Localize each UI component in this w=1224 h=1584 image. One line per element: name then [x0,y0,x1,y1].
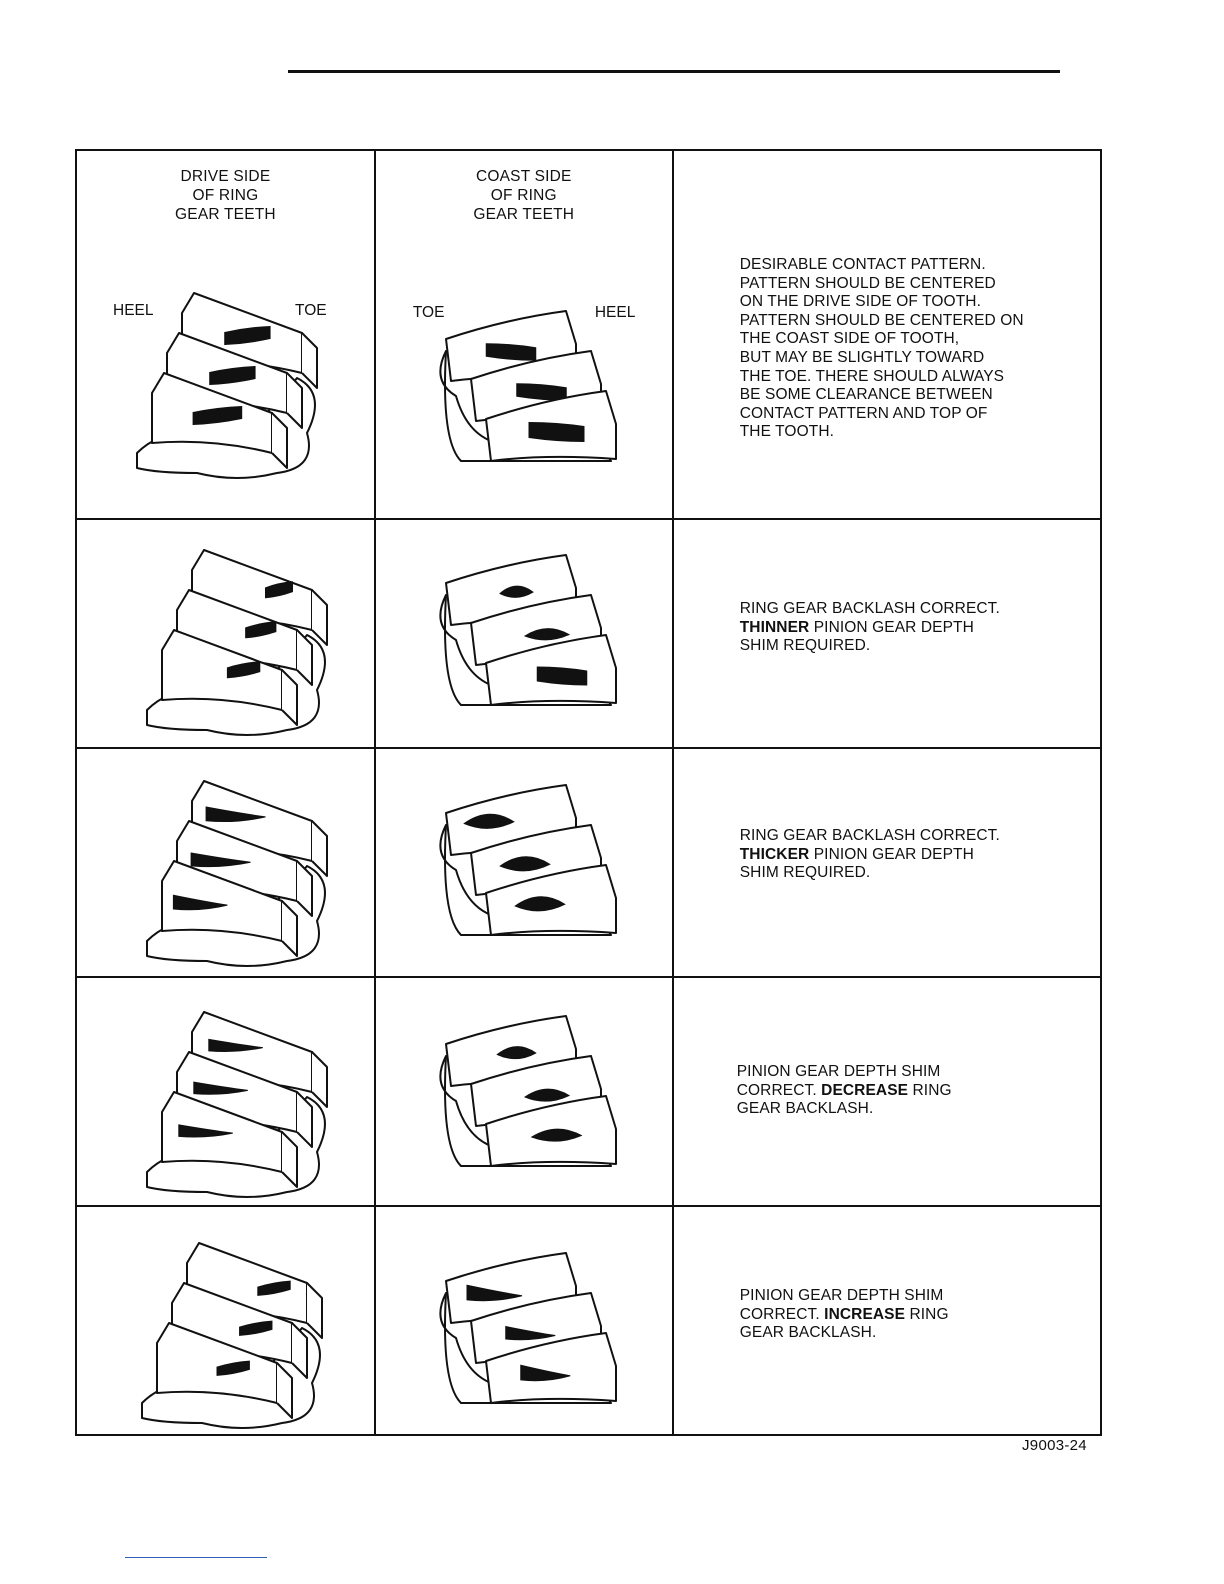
description-line [737,1100,952,1119]
drive-side-gear-illustration [137,540,337,740]
description-line [740,349,1024,368]
coast-side-gear-illustration [431,1006,631,1176]
figure-id: J9003-24 [1022,1437,1087,1454]
description-text: THE TOOTH. [739,423,835,441]
drive-toe-label: TOE [295,302,327,319]
coast-side-cell [375,519,673,748]
description-line [740,386,1024,405]
gear-tooth-side [312,821,327,876]
description-line [740,275,1024,294]
coast-side-header: COAST SIDE OF RING GEAR TEETH [473,168,575,223]
description-text: PATTERN SHOULD BE CENTERED [739,274,996,292]
description-line [737,1082,952,1101]
description-line [740,1306,949,1325]
drive-side-header: DRIVE SIDE OF RING GEAR TEETH [175,168,276,223]
drive-side-cell [76,519,375,748]
description-line [740,600,1000,619]
coast-side-gear-illustration [431,301,631,471]
description-line [740,619,1000,638]
description-text: CONTACT PATTERN AND TOP OF [739,404,988,422]
drive-side-cell [76,977,375,1206]
description-line [740,312,1024,331]
description-text: GEAR BACKLASH. [736,1100,874,1118]
drive-side-gear-illustration [127,283,327,483]
contact-pattern-mark [529,423,584,442]
description-text: RING GEAR BACKLASH CORRECT. [739,600,1000,617]
coast-side-gear-illustration [431,1243,631,1413]
description-text: GEAR BACKLASH. [739,1324,877,1342]
description-text: THE TOE. THERE SHOULD ALWAYS [739,367,1005,385]
description-line [740,637,1000,656]
row-description [740,1287,949,1343]
table-row [76,977,1101,1206]
table-row [76,748,1101,977]
description-text: RING [905,1305,949,1323]
description-text: PATTERN SHOULD BE CENTERED ON [739,311,1024,329]
description-line [737,1063,952,1082]
description-cell [673,150,1101,519]
row-description [740,256,1024,442]
description-text: PINION GEAR DEPTH [809,618,974,636]
contact-pattern-mark [537,667,587,685]
description-text: BUT MAY BE SLIGHTLY TOWARD [739,348,985,366]
coast-side-cell [375,748,673,977]
coast-side-gear-illustration [431,545,631,715]
description-text: SHIM REQUIRED. [739,864,871,882]
description-keyword: DECREASE [821,1081,909,1099]
coast-toe-label: TOE [412,304,445,321]
drive-side-gear-illustration [132,1233,332,1433]
description-text: DESIRABLE CONTACT PATTERN. [739,256,986,273]
table-row [76,150,1101,519]
row-description [740,827,1000,883]
top-rule [288,70,1060,73]
description-keyword: INCREASE [824,1305,906,1323]
description-text: PINION GEAR DEPTH [809,845,974,863]
description-cell [673,977,1101,1206]
gear-tooth-side [312,1052,327,1107]
description-text: PINION GEAR DEPTH SHIM [736,1063,941,1080]
table-row [76,519,1101,748]
row-description [740,600,1000,656]
contact-pattern-mark [517,384,567,401]
drive-side-cell [76,1206,375,1435]
description-line [740,330,1024,349]
drive-side-cell [76,748,375,977]
description-line [740,827,1000,846]
bottom-rule [125,1557,267,1558]
description-line [740,368,1024,387]
drive-side-gear-illustration [137,1002,337,1202]
description-line [740,423,1024,442]
coast-side-cell [375,1206,673,1435]
coast-side-cell [375,977,673,1206]
contact-pattern-mark [486,344,536,361]
drive-heel-label: HEEL [113,302,154,319]
coast-side-cell [375,150,673,519]
description-text: THE COAST SIDE OF TOOTH, [739,330,960,348]
table-row [76,1206,1101,1435]
description-text: PINION GEAR DEPTH SHIM [739,1287,944,1304]
drive-side-cell [76,150,375,519]
description-line [740,846,1000,865]
description-text: CORRECT. [739,1305,825,1323]
drive-side-gear-illustration [137,771,337,971]
description-line [740,405,1024,424]
description-cell [673,1206,1101,1435]
description-text: BE SOME CLEARANCE BETWEEN [739,386,993,404]
description-line [740,256,1024,275]
description-line [740,1324,949,1343]
description-cell [673,748,1101,977]
description-cell [673,519,1101,748]
description-keyword: THICKER [739,845,810,863]
description-line [740,864,1000,883]
description-line [740,1287,949,1306]
description-keyword: THINNER [739,618,810,636]
coast-side-gear-illustration [431,775,631,945]
gear-tooth-side [312,590,327,645]
description-text: RING [908,1081,952,1099]
gear-tooth-side [307,1283,322,1338]
gear-tooth-contact-pattern-table [75,149,1102,1436]
description-text: ON THE DRIVE SIDE OF TOOTH. [739,293,981,311]
description-text: RING GEAR BACKLASH CORRECT. [739,827,1000,844]
description-line [740,293,1024,312]
gear-tooth-side [302,333,317,388]
row-description [737,1063,952,1119]
coast-heel-label: HEEL [594,304,636,321]
description-text: CORRECT. [736,1081,822,1099]
description-text: SHIM REQUIRED. [739,637,871,655]
